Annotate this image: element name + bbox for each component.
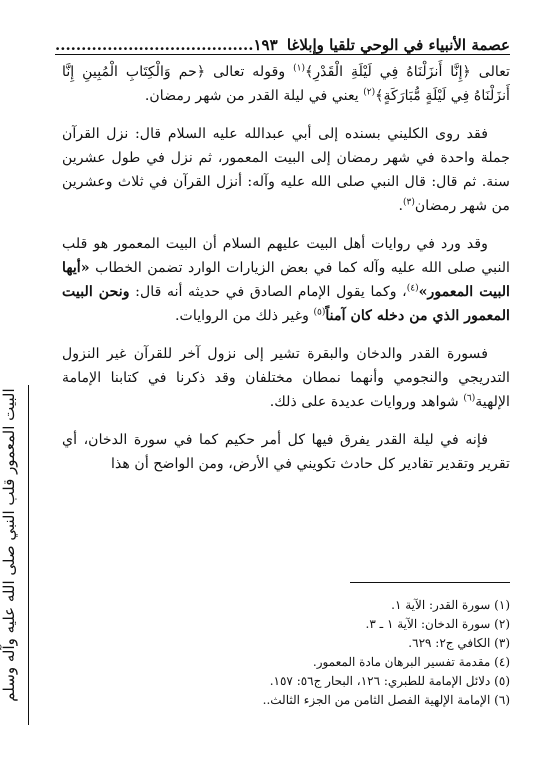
footnote-ref-3[interactable]: (٣) xyxy=(402,197,415,208)
footnote-item: (٢) سورة الدخان: الآية ١ ـ ٣. xyxy=(365,617,510,631)
footnote-ref-5[interactable]: (٥) xyxy=(313,307,326,318)
footnote-item: (٤) مقدمة تفسير البرهان مادة المعمور. xyxy=(312,655,510,669)
main-text xyxy=(62,60,510,490)
paragraph-3: وقد ورد في روايات أهل البيت عليهم السلام أن البيت المعمور هو قلب النبي صلى الله عليه وآله كما في بعض الزيارات الوارد تضمن الخطاب «أيها البيت المعمور»$^{(٤)}$، وكما يقول الإمام الصادق في حديثه أنه قال: ونحن البيت المعمور الذي من دخله كان آمناً$^{(٥)}$ وغير ذلك من الروايات. xyxy=(62,236,510,324)
footnote-item: (٥) دلائل الإمامة للطبري: ١٢٦، البحار ج٥٦: ١٥٧. xyxy=(269,674,510,688)
margin-note: البيت المعمور قلب النبي صلى الله عليه وآله وسلم xyxy=(0,388,18,702)
footnote-ref-6[interactable]: (٦) xyxy=(463,393,476,404)
footnote-divider xyxy=(350,582,510,583)
footnote-item: (١) سورة القدر: الآية ١. xyxy=(391,598,510,612)
footnote-item: (٣) الكافي ج٢: ٦٢٩. xyxy=(408,636,510,650)
footnote-ref-2[interactable]: (٢) xyxy=(363,87,376,98)
footnote-ref-1[interactable]: (١) xyxy=(293,63,305,74)
running-header xyxy=(55,30,510,55)
paragraph-4: فسورة القدر والدخان والبقرة تشير إلى نزول آخر للقرآن غير النزول التدريجي والنجومي وأنهما نمطان مختلفان وقد ذكرنا في كتابنا الإمامة الإلهية$^{(٦)}$ شواهد وروايات عديدة على ذلك. xyxy=(62,346,510,410)
footnote-item: (٦) الإمامة الإلهية الفصل الثامن من الجزء الثالث.. xyxy=(262,693,510,707)
paragraph-5: فإنه في ليلة القدر يفرق فيها كل أمر حكيم كما في سورة الدخان، أي تقرير وتقدير تقادير كل حادث تكويني في الأرض، ومن الواضح أن هذا xyxy=(62,432,510,472)
paragraph-2: فقد روى الكليني بسنده إلى أبي عبدالله عليه السلام قال: نزل القرآن جملة واحدة في شهر رمضان إلى البيت المعمور، ثم نزل في طول عشرين سنة. ثم قال: قال النبي صلى الله عليه وآله: أنزل القرآن في ثلاث وعشرين من شهر رمضان$^{(٣)}$. xyxy=(62,126,510,214)
footnote-ref-4[interactable]: (٤) xyxy=(406,283,419,294)
page-number: ١٩٣...................................... xyxy=(55,36,278,54)
running-title: عصمة الأنبياء في الوحي تلقيا وإبلاغا xyxy=(286,36,510,54)
footnotes xyxy=(90,596,510,710)
paragraph-1: تعالى ﴿إِنَّا أَنزَلْنَاهُ فِي لَيْلَةِ الْقَدْرِ﴾$^{(١)}$ وقوله تعالى ﴿حم وَالْكِتَابِ الْمُبِينِ إِنَّا أَنزَلْنَاهُ فِي لَيْلَةٍ مُّبَارَكَةٍ﴾$^{(٢)}$ يعني في ليلة القدر من شهر رمضان. xyxy=(62,63,511,104)
